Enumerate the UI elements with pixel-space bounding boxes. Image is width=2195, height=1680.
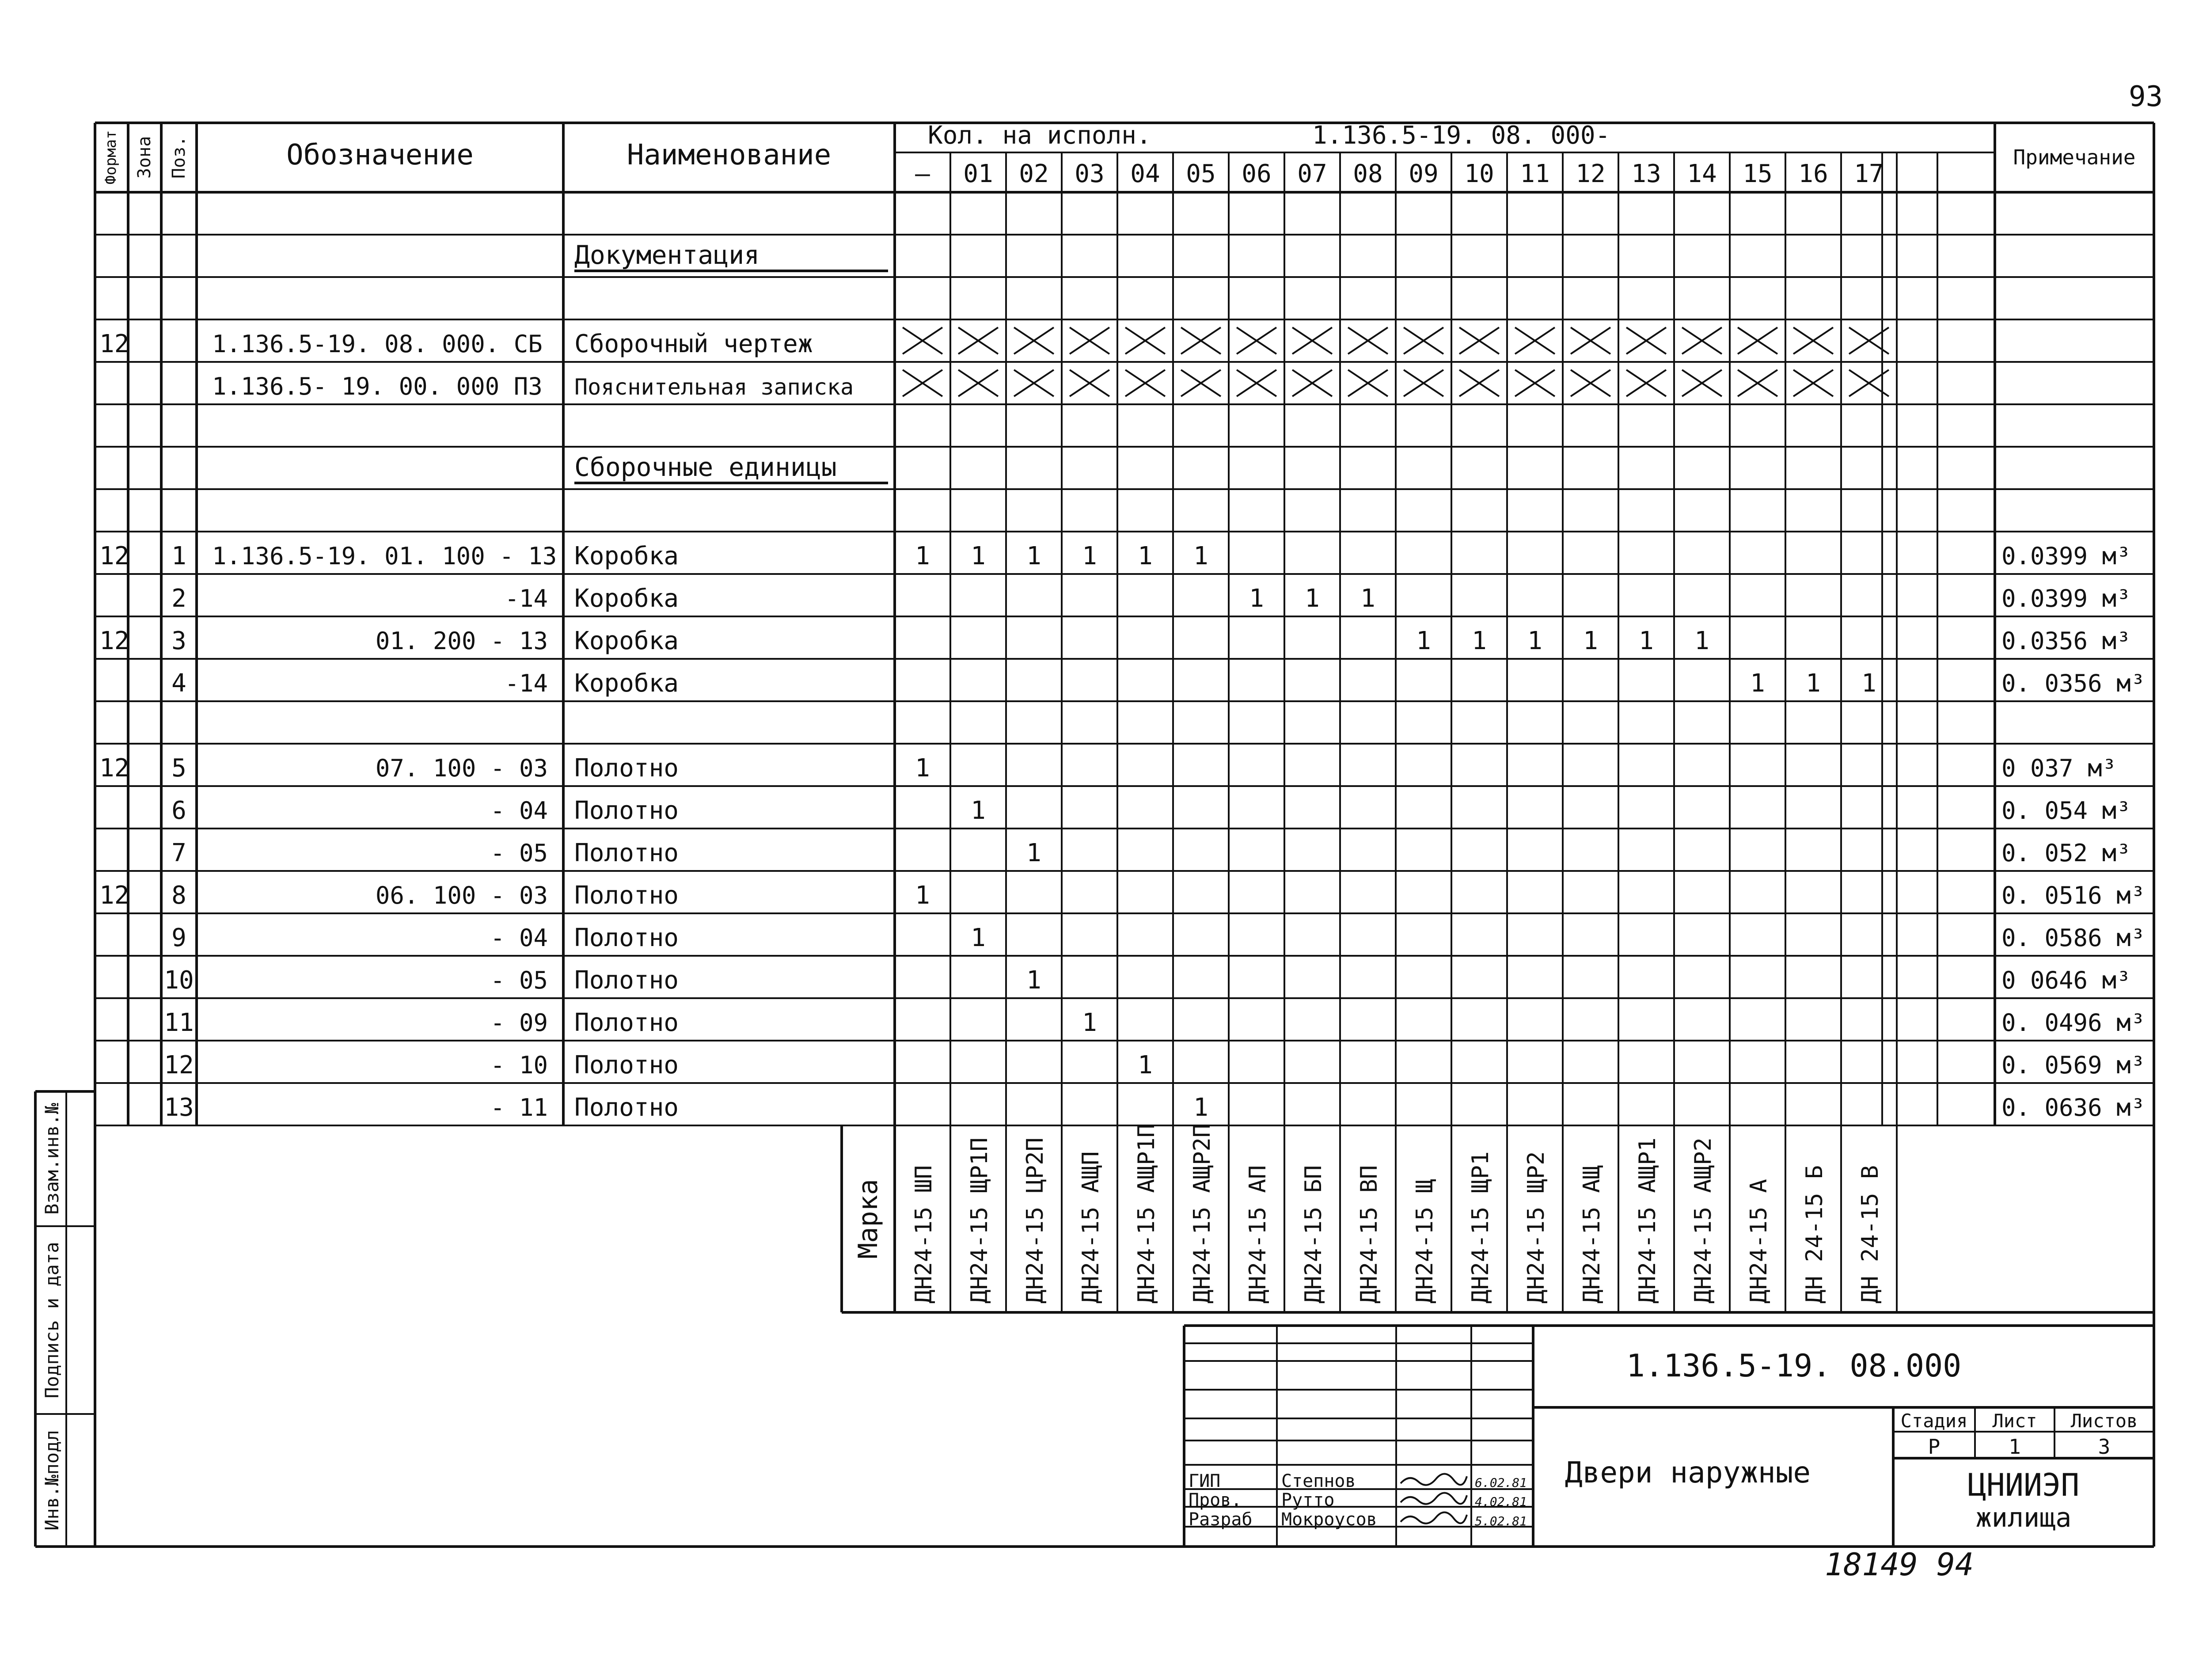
row-designation: 1.136.5-19. 08. 000. СБ [212,330,543,358]
row-designation: 07. 100 - 03 [375,754,548,782]
variant-number-01: 01 [963,160,993,188]
variant-number-10: 10 [1464,160,1494,188]
signer-name: Степнов [1281,1471,1356,1491]
row-designation: - 11 [490,1094,548,1121]
row-format: 12 [99,542,129,570]
mark-1: ДН24-15 ШП [911,1165,937,1304]
cell-cross [1459,370,1499,396]
row-position: 6 [171,796,186,825]
row-name: Коробка [574,669,679,698]
variant-number-04: 04 [1130,160,1160,188]
cell-cross [903,370,942,396]
cell-quantity: 1 [1305,584,1320,613]
row-designation: - 04 [490,797,548,825]
row-position: 1 [171,542,186,570]
cell-quantity: 1 [1138,542,1153,570]
variant-number-06: 06 [1242,160,1272,188]
side-stamp-label-3: Взам.инв.№ [41,1103,63,1215]
row-note: 0 0646 м³ [2001,966,2131,994]
drawing-title: Двери наружные [1565,1456,1811,1490]
signer-name: Мокроусов [1281,1509,1377,1530]
row-position: 9 [171,924,186,952]
row-name: Полотно [574,839,679,867]
variant-number-07: 07 [1297,160,1327,188]
mark-18: ДН 24-15 В [1857,1165,1884,1304]
signer-role: Разраб [1189,1509,1253,1530]
section-heading: Документация [574,240,760,270]
cell-quantity: 1 [1472,627,1487,655]
cell-cross [1348,370,1388,396]
mark-2: ДН24-15 ЩР1П [966,1137,993,1304]
cell-cross [1459,327,1499,354]
cell-quantity: 1 [1861,669,1876,698]
cell-cross [1181,327,1221,354]
variant-number-03: 03 [1075,160,1105,188]
sheet-label: Лист [1992,1410,2037,1432]
cell-cross [1348,327,1388,354]
cell-cross [1014,327,1054,354]
row-note: 0.0356 м³ [2001,627,2131,655]
title-block [1184,1326,2154,1547]
cell-cross [1571,370,1610,396]
signer-date: 5.02.81 [1475,1514,1527,1528]
signer-role: Пров. [1189,1490,1242,1510]
row-designation: - 05 [490,839,548,867]
cell-quantity: 1 [915,881,930,910]
cell-quantity: 1 [971,924,986,952]
mark-13: ДН24-15 АЩ [1579,1165,1605,1304]
header-format: Формат [102,130,120,185]
variant-number-13: 13 [1631,160,1661,188]
row-format: 12 [99,754,129,783]
row-name: Полотно [574,966,679,995]
row-format: 12 [99,881,129,910]
cell-quantity: 1 [1082,542,1097,570]
row-designation: 1.136.5- 19. 00. 000 ПЗ [212,372,543,400]
cell-cross [1292,370,1332,396]
cell-quantity: 1 [1750,669,1765,698]
cell-cross [958,370,998,396]
cell-quantity: 1 [1694,627,1709,655]
row-name: Полотно [574,1093,679,1122]
cell-quantity: 1 [915,542,930,570]
signer-name: Рутто [1281,1490,1335,1510]
cell-quantity: 1 [1639,627,1654,655]
cell-cross [1515,370,1555,396]
section-heading: Сборочные единицы [574,452,837,482]
row-note: 0. 052 м³ [2001,839,2131,867]
row-designation: 01. 200 - 13 [375,627,548,655]
cell-cross [1404,327,1443,354]
side-stamp [35,1091,95,1547]
variant-number-base: – [915,160,930,188]
cell-quantity: 1 [971,542,986,570]
row-format: 12 [99,627,129,655]
organization-line-1: ЦНИИЭП [1967,1467,2080,1503]
row-name: Коробка [574,542,679,570]
mark-10: ДН24-15 Щ [1412,1179,1438,1304]
cell-cross [1181,370,1221,396]
row-name: Коробка [574,627,679,655]
row-position: 8 [171,881,186,910]
mark-17: ДН 24-15 Б [1801,1165,1828,1304]
row-position: 10 [164,966,194,995]
marks-label: Марка [853,1179,884,1259]
header-zone: Зона [134,136,155,179]
cell-quantity: 1 [1082,1008,1097,1037]
row-designation: -14 [505,585,548,612]
header-designation: Обозначение [286,139,474,171]
mark-16: ДН24-15 А [1746,1179,1772,1304]
row-designation: - 04 [490,924,548,952]
row-name: Полотно [574,796,679,825]
row-designation: - 10 [490,1051,548,1079]
mark-12: ДН24-15 ЩР2 [1523,1151,1549,1304]
signer-date: 4.02.81 [1475,1494,1527,1509]
archive-number: 18149 94 [1825,1547,1974,1583]
mark-11: ДН24-15 ЩР1 [1467,1151,1494,1304]
cell-cross [1738,327,1777,354]
variant-number-11: 11 [1520,160,1550,188]
cell-cross [1292,327,1332,354]
variant-number-09: 09 [1409,160,1439,188]
variant-number-17: 17 [1854,160,1884,188]
variant-number-02: 02 [1019,160,1049,188]
mark-7: ДН24-15 АП [1245,1165,1271,1304]
mark-14: ДН24-15 АЩР1 [1634,1137,1661,1304]
mark-3: ДН24-15 ЦР2П [1022,1137,1048,1304]
row-note: 0. 0636 м³ [2001,1094,2146,1121]
cell-cross [1682,327,1722,354]
cell-cross [1237,327,1276,354]
cell-quantity: 1 [1806,669,1821,698]
row-note: 0. 0356 м³ [2001,669,2146,697]
mark-4: ДН24-15 АЩП [1078,1151,1104,1304]
page-number: 93 [2128,80,2163,113]
cell-quantity: 1 [1026,542,1041,570]
cell-cross [1571,327,1610,354]
cell-cross [1793,370,1833,396]
cell-cross [903,327,942,354]
row-note: 0. 0496 м³ [2001,1009,2146,1037]
cell-quantity: 1 [971,796,986,825]
row-note: 0.0399 м³ [2001,585,2131,612]
variant-number-16: 16 [1798,160,1828,188]
handwritten-signature [1401,1493,1467,1504]
cell-cross [1793,327,1833,354]
header-qty-label: Кол. на исполн. [928,121,1151,150]
side-stamp-label-2: Подпись и дата [41,1242,63,1399]
cell-cross [1626,327,1666,354]
row-name: Коробка [574,584,679,613]
mark-8: ДН24-15 БП [1300,1165,1327,1304]
row-position: 3 [171,627,186,655]
row-name: Сборочный чертеж [574,330,813,358]
mark-9: ДН24-15 ВП [1356,1165,1382,1304]
header-qty-code: 1.136.5-19. 08. 000- [1312,121,1610,150]
sheets-label: Листов [2070,1410,2138,1432]
header-pos: Поз. [169,136,189,179]
spec-table-header [102,121,2135,188]
row-name: Полотно [574,1008,679,1037]
cell-cross [1125,327,1165,354]
handwritten-signature [1401,1512,1467,1523]
row-note: 0 037 м³ [2001,754,2117,782]
organization-line-2: жилища [1975,1502,2072,1533]
cell-quantity: 1 [1416,627,1431,655]
row-name: Полотно [574,754,679,783]
mark-5: ДН24-15 АЩР1П [1133,1124,1160,1304]
cell-quantity: 1 [1138,1051,1153,1079]
cell-cross [1070,370,1109,396]
cell-cross [1014,370,1054,396]
cell-quantity: 1 [1193,1093,1208,1122]
cell-cross [1125,370,1165,396]
cell-cross [1626,370,1666,396]
cell-quantity: 1 [1360,584,1375,613]
cell-cross [958,327,998,354]
signer-role: ГИП [1189,1471,1221,1491]
row-designation: 06. 100 - 03 [375,882,548,909]
row-position: 7 [171,839,186,867]
row-designation: - 09 [490,1009,548,1037]
header-name: Наименование [627,139,832,171]
header-note: Примечание [2013,145,2136,169]
cell-quantity: 1 [915,754,930,783]
spec-table-rows [99,240,2145,1122]
cell-cross [1404,370,1443,396]
cell-quantity: 1 [1193,542,1208,570]
row-designation: 1.136.5-19. 01. 100 - 13 [212,542,557,570]
row-name: Полотно [574,1051,679,1079]
row-note: 0. 0516 м³ [2001,882,2146,909]
row-position: 5 [171,754,186,783]
row-position: 4 [171,669,186,698]
variant-number-12: 12 [1576,160,1606,188]
cell-cross [1237,370,1276,396]
sheet-value: 1 [2009,1435,2021,1459]
sheets-value: 3 [2098,1435,2111,1459]
row-position: 13 [164,1093,194,1122]
variant-number-15: 15 [1743,160,1773,188]
marks-area [842,1124,2154,1312]
cell-quantity: 1 [1249,584,1264,613]
row-designation: - 05 [490,966,548,994]
side-stamp-label-1: Инв.№подл [41,1430,63,1531]
drawing-code: 1.136.5-19. 08.000 [1626,1348,1962,1384]
variant-number-14: 14 [1687,160,1717,188]
variant-number-08: 08 [1353,160,1383,188]
stage-label: Стадия [1900,1410,1968,1432]
row-name: Пояснительная записка [574,374,854,400]
cell-cross [1682,370,1722,396]
cell-cross [1738,370,1777,396]
row-note: 0. 0569 м³ [2001,1051,2146,1079]
row-format: 12 [99,330,129,358]
row-position: 2 [171,584,186,613]
row-position: 12 [164,1051,194,1079]
row-position: 11 [164,1008,194,1037]
row-note: 0. 0586 м³ [2001,924,2146,952]
row-name: Полотно [574,924,679,952]
stage-value: Р [1928,1435,1941,1459]
row-name: Полотно [574,881,679,910]
handwritten-signature [1401,1474,1467,1485]
variant-number-05: 05 [1186,160,1216,188]
row-designation: -14 [505,669,548,697]
cell-cross [1070,327,1109,354]
cell-quantity: 1 [1583,627,1598,655]
row-note: 0. 054 м³ [2001,797,2131,825]
cell-quantity: 1 [1527,627,1542,655]
mark-6: ДН24-15 АЩР2П [1189,1124,1215,1304]
signer-date: 6.02.81 [1475,1475,1527,1490]
cell-cross [1515,327,1555,354]
cell-quantity: 1 [1026,839,1041,867]
cell-quantity: 1 [1026,966,1041,995]
mark-15: ДН24-15 АЩР2 [1690,1137,1717,1304]
row-note: 0.0399 м³ [2001,542,2131,570]
